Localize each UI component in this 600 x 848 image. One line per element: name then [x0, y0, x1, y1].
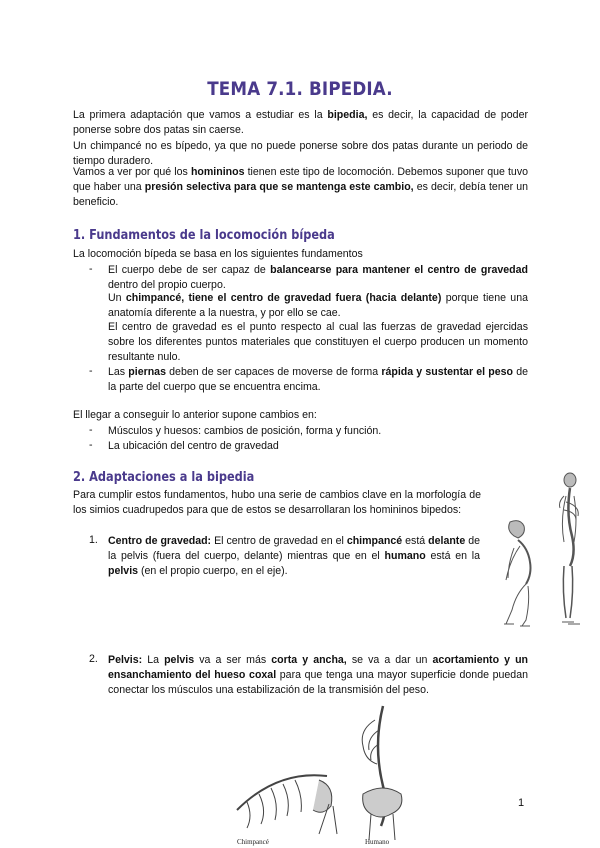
human-ribs: [362, 720, 379, 764]
page-number: 1: [518, 797, 525, 809]
human-feet: [562, 622, 580, 624]
item-1-text: [108, 534, 480, 580]
bold-text: Centro de gravedad:: [108, 535, 212, 547]
bullet-dash: -: [89, 365, 93, 377]
item-1-number: 1.: [89, 534, 98, 546]
human-label: Humano: [365, 838, 390, 846]
text: tienen este tipo de locomoción. Debemos suponer que tuvo que haber una: [73, 166, 529, 194]
text: Un: [108, 292, 126, 304]
text: El centro de gravedad en el: [211, 535, 347, 547]
chimp-feet: [504, 624, 530, 626]
bold-text: balancearse para mantener el centro de gravedad: [270, 264, 528, 276]
text: La: [142, 654, 165, 666]
text: para que tenga una mayor superficie donde puedan conectar los músculos una estabilización de la transmisión del peso.: [108, 669, 528, 697]
chimp-arms: [506, 546, 520, 580]
chimp-skull: [509, 521, 525, 538]
text: Las: [108, 366, 129, 378]
bold-text: homininos: [190, 166, 245, 178]
change-1: Músculos y huesos: cambios de posición, forma y función.: [108, 425, 382, 437]
bold-text: bipedia,: [327, 109, 368, 121]
text: de la pelvis (fuera del cuerpo, delante) mientras que en el: [108, 535, 480, 563]
change-2: La ubicación del centro de gravedad: [108, 440, 279, 452]
section-1-lead: La locomoción bípeda se basa en los siguientes fundamentos: [73, 248, 363, 260]
text: se va a dar un: [346, 654, 433, 666]
bold-text: Pelvis:: [108, 654, 143, 666]
chimp-spine: [237, 775, 327, 810]
section-2-heading: 2. Adaptaciones a la bipedia: [73, 470, 255, 485]
section-2-lead: Para cumplir estos fundamentos, hubo una serie de cambios clave en la morfología de los simios cuadrupedos para que de estos se desarrollaran los homininos bipedos:: [73, 489, 481, 517]
bullet-2: [108, 365, 528, 395]
bold-text: piernas: [128, 366, 166, 378]
bold-text: pelvis: [108, 565, 139, 578]
section-1-heading: 1. Fundamentos de la locomoción bípeda: [73, 228, 335, 243]
text: El cuerpo debe de ser capaz de: [108, 264, 271, 276]
bullet-dash: -: [89, 263, 93, 275]
text: Vamos a ver por qué los: [73, 166, 191, 178]
bullet-1: [108, 263, 528, 293]
bullet-1-sub-2: El centro de gravedad es el punto respecto al cual las fuerzas de gravedad ejercidas sobre los diferentes puntos materiales que constituyen el cuerpo producen un momento resultante nulo.: [108, 321, 528, 364]
text: de la parte del cuerpo que se encuentra encima.: [108, 366, 528, 394]
bold-text: presión selectiva para que se mantenga este cambio,: [144, 181, 414, 194]
bold-text: pelvis: [164, 654, 195, 666]
text: está: [402, 535, 429, 547]
page-title: TEMA 7.1. BIPEDIA.: [207, 78, 393, 100]
intro-paragraph-3: [73, 165, 528, 211]
human-spine: [568, 488, 573, 566]
bullet-1-sub-1: [108, 291, 528, 321]
text: es decir, debía tener un beneficio.: [73, 181, 529, 209]
human-legs: [369, 814, 395, 840]
intro-paragraph-1: [73, 108, 528, 138]
bold-text: humano: [384, 550, 426, 563]
bold-text: corta y ancha,: [271, 654, 347, 666]
text: La primera adaptación que vamos a estudiar es la: [73, 109, 328, 121]
changes-lead: El llegar a conseguir lo anterior supone cambios en:: [73, 409, 317, 421]
chimp-legs: [506, 584, 529, 626]
human-skull: [564, 473, 576, 487]
item-2-text: [108, 653, 528, 699]
human-pelvis: [363, 788, 402, 817]
pelvis-comparison-figure: [233, 700, 417, 848]
chimp-pelvis: [313, 780, 332, 812]
item-2-number: 2.: [89, 653, 98, 665]
chimp-ribs: [247, 780, 301, 828]
bold-text: delante: [428, 535, 466, 547]
skeleton-comparison-figure: [484, 466, 588, 634]
text: deben de ser capaces de moverse de forma: [165, 366, 382, 378]
bold-text: chimpancé: [346, 535, 403, 547]
text: dentro del propio cuerpo.: [108, 279, 226, 292]
text: porque tiene una anatomía diferente a la nuestra, y por ello se cae.: [108, 292, 528, 320]
text: va a ser más: [194, 654, 272, 666]
bullet-dash: -: [89, 439, 93, 451]
bullet-dash: -: [89, 424, 93, 436]
bold-text: rápida y sustentar el peso: [381, 366, 514, 378]
bold-text: chimpancé, tiene el centro de gravedad fuera (hacia delante): [125, 292, 442, 304]
text: es decir, la capacidad de poder ponerse sobre dos patas sin caerse.: [73, 109, 528, 137]
human-legs: [563, 566, 572, 618]
chimp-label: Chimpancé: [237, 838, 269, 846]
text: (en el propio cuerpo, en el eje).: [138, 565, 288, 578]
bold-text: acortamiento y un ensanchamiento del hueso coxal: [108, 654, 529, 682]
intro-paragraph-2: Un chimpancé no es bípedo, ya que no puede ponerse sobre dos patas durante un periodo de tiempo duradero.: [73, 140, 528, 168]
text: está en la: [425, 550, 480, 563]
